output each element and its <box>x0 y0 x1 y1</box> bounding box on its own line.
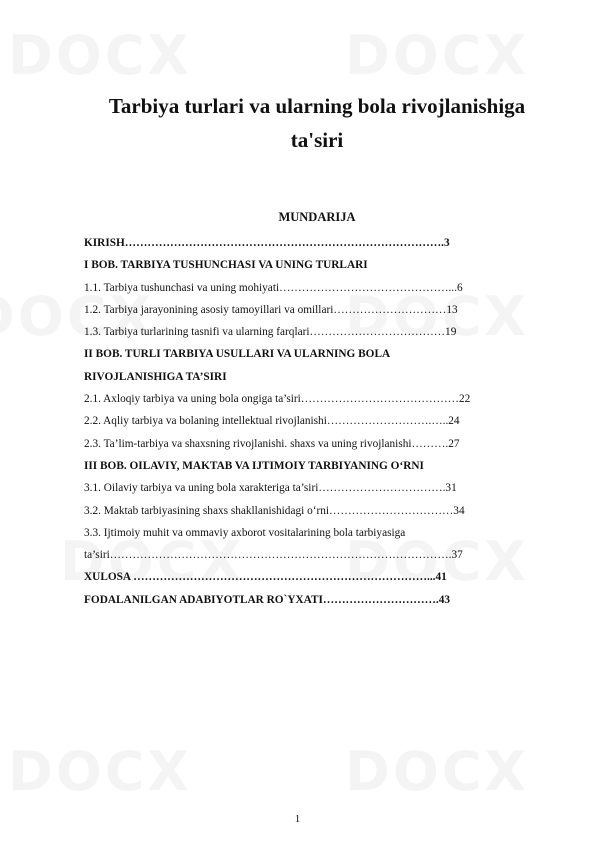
toc-entry: 1.3. Tarbiya turlarining tasnifi va ularning farqlari………………………………19 <box>84 326 457 339</box>
toc-entry: 3.2. Maktab tarbiyasining shaxs shakllanishidagi o‘rni……………………………34 <box>84 504 465 517</box>
table-of-contents <box>84 232 550 611</box>
toc-entry: KIRISH………………………………………………………………………….3 <box>84 237 450 249</box>
toc-entry: III BOB. OILAVIY, MAKTAB VA IJTIMOIY TARBIYANING O‘RNI <box>84 459 424 472</box>
toc-heading: MUNDARIJA <box>278 210 356 224</box>
watermark-text <box>345 740 529 803</box>
watermark-text <box>8 24 192 87</box>
watermark-text <box>8 740 192 803</box>
toc-entry: FODALANILGAN ADABIYOTLAR RO`YXATI………………………….43 <box>84 593 451 606</box>
title-line-2: ta'siri <box>290 128 344 152</box>
toc-entry: 3.3. Ijtimoiy muhit va ommaviy axborot vositalarining bola tarbiyasiga <box>84 526 406 539</box>
title-line-1: Tarbiya turlari va ularning bola rivojlanishiga <box>108 94 526 118</box>
page-number: 1 <box>294 813 301 825</box>
toc-entry: 2.1. Axloqiy tarbiya va uning bola ongiga ta’siri……………………………………22 <box>84 393 471 406</box>
toc-entry: RIVOJLANISHIGA TA’SIRI <box>84 370 227 383</box>
toc-entry: 3.1. Oilaviy tarbiya va uning bola xarakteriga ta’siri…………………………….31 <box>84 482 457 495</box>
toc-entry: XULOSA ……………………………………………………………………...41 <box>84 571 447 584</box>
toc-entry: 1.1. Tarbiya tushunchasi va uning mohiyati………………………………………...6 <box>84 281 463 294</box>
toc-entry: 2.2. Aqliy tarbiya va bolaning intellektual rivojlanishi……………………….…..24 <box>84 415 460 428</box>
toc-entry: ta’siri……………………………………………………………………………….37 <box>84 549 463 562</box>
toc-entry: I BOB. TARBIYA TUSHUNCHASI VA UNING TURLARI <box>84 259 368 272</box>
toc-entry: 2.3. Ta’lim-tarbiya va shaxsning rivojlanishi. shaxs va uning rivojlanishi……….27 <box>84 437 460 450</box>
watermark-text <box>345 24 529 87</box>
toc-entry: II BOB. TURLI TARBIYA USULLARI VA ULARNING BOLA <box>84 348 391 361</box>
toc-entry: 1.2. Tarbiya jarayonining asosiy tamoyillari va omillari…………………………13 <box>84 303 458 316</box>
document-title <box>84 89 550 157</box>
